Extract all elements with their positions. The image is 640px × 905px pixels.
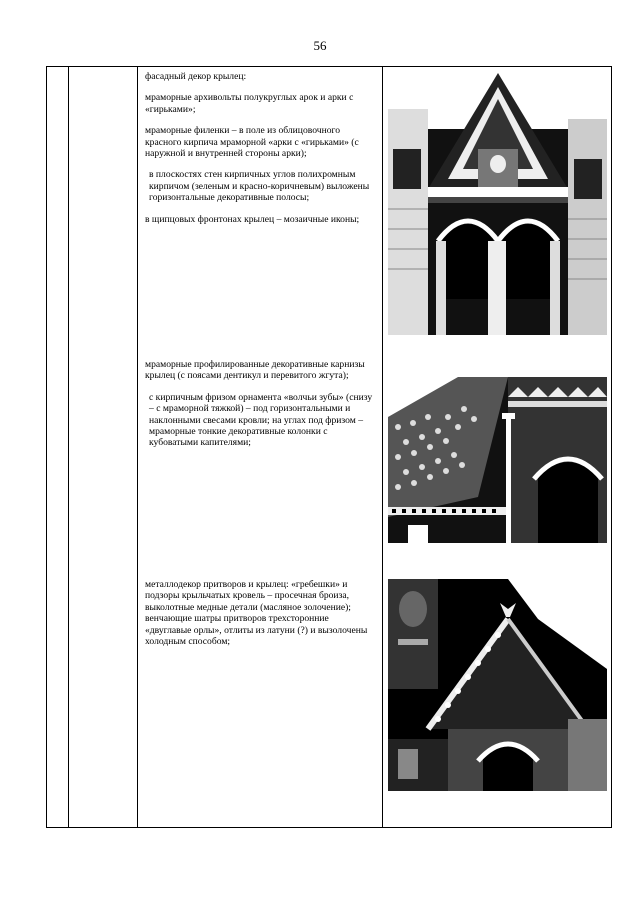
paragraph: венчающие шатры притворов трехсторонние «двуглавые орлы», отлиты из латуни (?) и вызолочены холодным способом; [145,613,368,648]
paragraph: мраморные филенки – в поле из облицовочного красного кирпича мраморной «арки с «гирьками» (с наружной и внутренней стороны арки); [145,125,359,160]
paragraph: мраморные профилированные декоративные карнизы крылец (с поясами дентикул и перевитого жгута); [145,359,365,382]
church-porch-photo [388,69,607,335]
document-table [46,66,612,828]
paragraph: в плоскостях стен кирпичных углов полихромным кирпичом (зеленым и красно-коричневым) выложены горизонтальные декоративные полосы; [149,169,370,204]
paragraph: мраморные архивольты полукруглых арок и арки с «гирьками»; [145,92,354,115]
column-divider [137,67,138,827]
paragraph: с кирпичным фризом орнамента «волчьи зубы» (снизу – с мраморной тяжкой) – под горизонтальными и наклонными свесами кровли; на углах под фризом – мраморные тонкие декоративные колонки с кубоватыми капителями; [149,391,373,449]
paragraph: фасадный декор крылец: [145,71,247,82]
row-1-description [145,71,377,235]
column-divider [68,67,69,827]
row-2-description [145,359,377,459]
metal-roof-crest-photo [388,579,607,791]
row-3-description [145,579,377,657]
page-number: 56 [313,38,327,53]
tiled-roof-cornice-photo [388,357,607,543]
paragraph: металлодекор притворов и крылец: «гребешки» и подзоры крыльчатых кровель – просечная броиза, выколотные медные детали (масляное золочение); [145,579,351,613]
column-divider [382,67,383,827]
paragraph: в щипцовых фронтонах крылец – мозаичные иконы; [145,213,360,225]
